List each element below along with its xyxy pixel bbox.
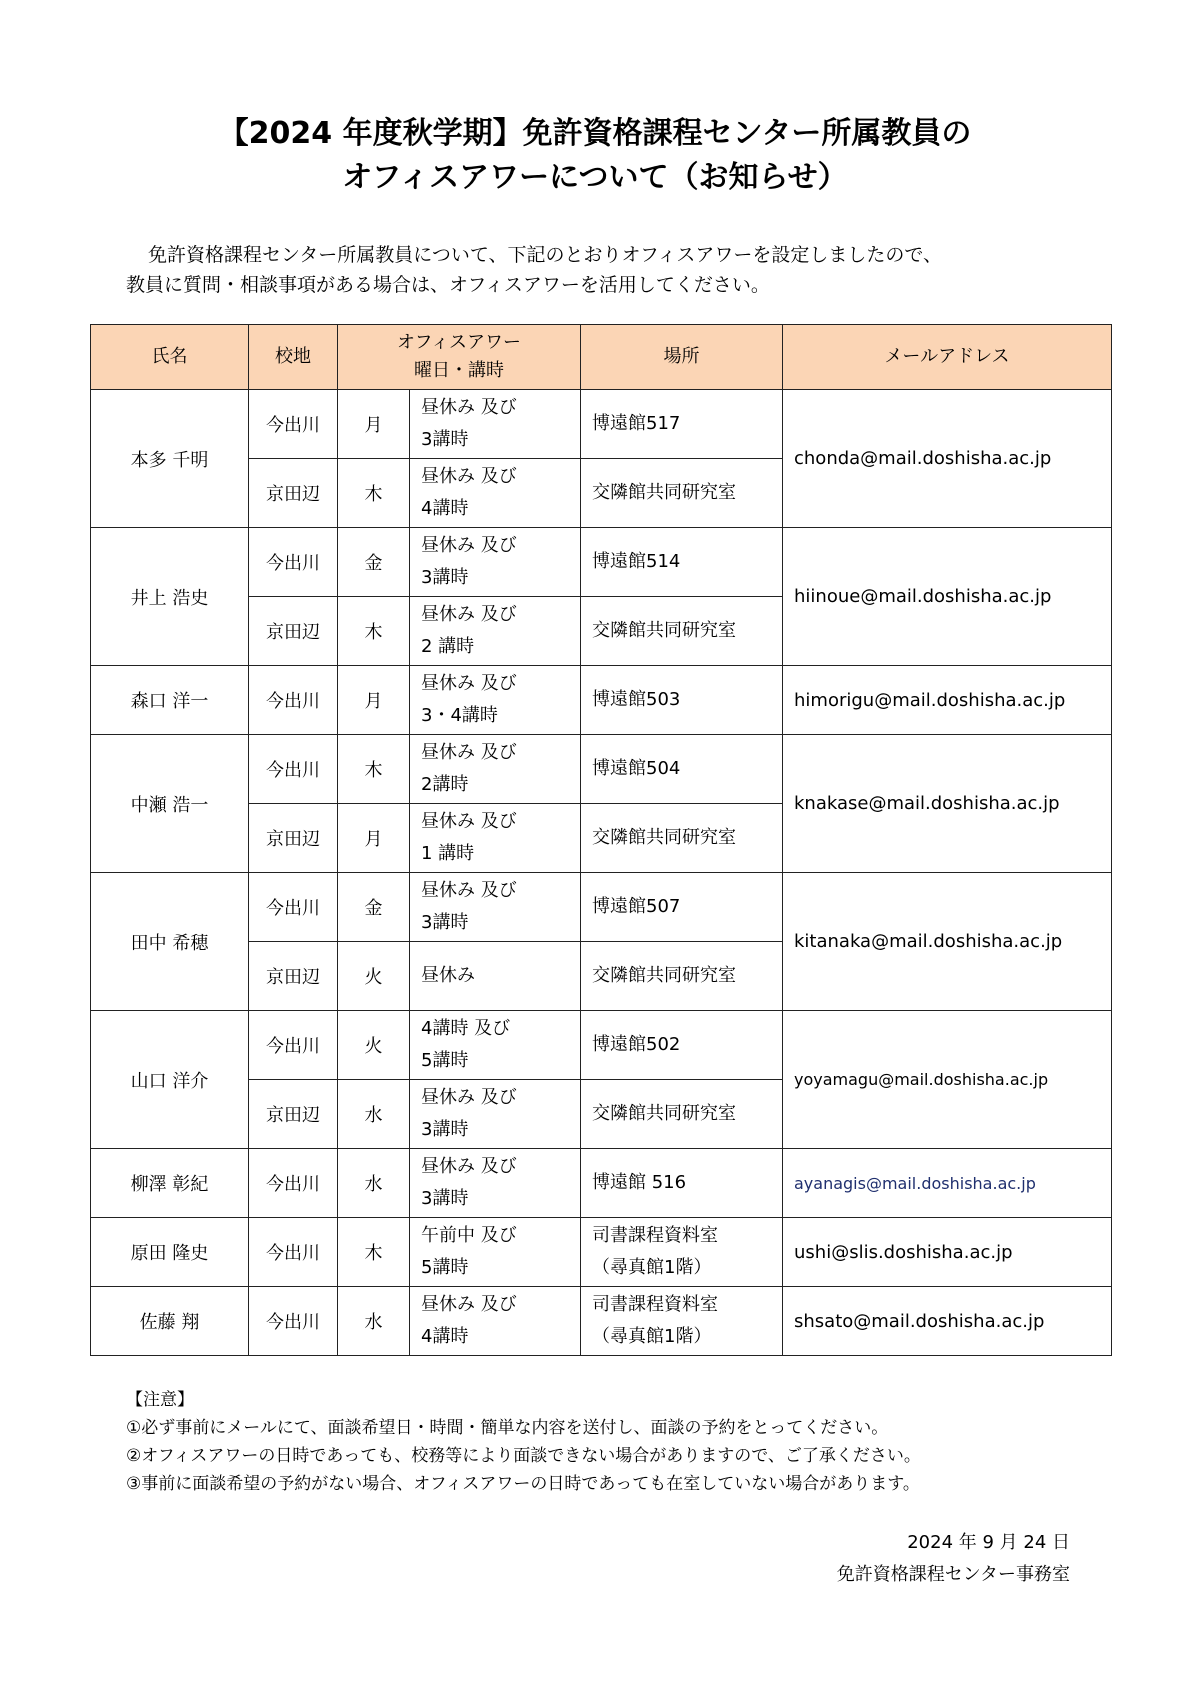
room-line-2: （尋真館1階） [592, 1326, 712, 1347]
table-row [91, 873, 1112, 942]
room-line-1: 博遠館504 [592, 758, 681, 779]
time-cell [410, 873, 581, 942]
faculty-name: 森口 洋一 [91, 666, 249, 735]
campus-cell: 今出川 [249, 1287, 338, 1356]
campus-cell: 今出川 [249, 390, 338, 459]
time-line-2: 5講時 [421, 1050, 469, 1071]
room-cell [581, 1011, 783, 1080]
time-cell [410, 735, 581, 804]
room-cell [581, 666, 783, 735]
header-office-hour [338, 325, 581, 390]
day-cell: 水 [338, 1080, 410, 1149]
title-line-1: 【2024 年度秋学期】免許資格課程センター所属教員の [218, 116, 972, 151]
intro-line-2: 教員に質問・相談事項がある場合は、オフィスアワーを活用してください。 [126, 274, 770, 296]
time-cell [410, 459, 581, 528]
email-cell[interactable]: ayanagis@mail.doshisha.ac.jp [783, 1149, 1112, 1218]
room-line-1: 司書課程資料室 [592, 1294, 718, 1315]
time-line-1: 昼休み 及び [421, 604, 517, 625]
room-cell [581, 1149, 783, 1218]
room-cell [581, 804, 783, 873]
time-line-1: 昼休み [421, 965, 475, 986]
time-line-1: 昼休み 及び [421, 673, 517, 694]
day-cell: 木 [338, 459, 410, 528]
time-cell [410, 1080, 581, 1149]
day-cell: 火 [338, 942, 410, 1011]
notes-heading: 【注意】 [126, 1390, 194, 1410]
email-cell[interactable]: knakase@mail.doshisha.ac.jp [783, 735, 1112, 873]
header-name: 氏名 [91, 325, 249, 390]
time-cell [410, 1011, 581, 1080]
day-cell: 月 [338, 390, 410, 459]
time-cell [410, 390, 581, 459]
day-cell: 金 [338, 873, 410, 942]
campus-cell: 今出川 [249, 735, 338, 804]
time-cell [410, 942, 581, 1011]
email-cell[interactable]: himorigu@mail.doshisha.ac.jp [783, 666, 1112, 735]
time-line-2: 3講時 [421, 1119, 469, 1140]
faculty-name: 井上 浩史 [91, 528, 249, 666]
note-item: ①必ず事前にメールにて、面談希望日・時間・簡単な内容を送付し、面談の予約をとってください。 [126, 1418, 889, 1438]
time-line-2: 4講時 [421, 1326, 469, 1347]
table-header-row [91, 325, 1112, 390]
room-line-1: 交隣館共同研究室 [592, 482, 736, 503]
room-line-1: 博遠館507 [592, 896, 681, 917]
notes-section [126, 1386, 921, 1498]
table-row [91, 1218, 1112, 1287]
campus-cell: 今出川 [249, 1149, 338, 1218]
page-title [0, 112, 1190, 200]
time-line-2: 5講時 [421, 1257, 469, 1278]
day-cell: 火 [338, 1011, 410, 1080]
faculty-name: 中瀬 浩一 [91, 735, 249, 873]
intro-line-1: 免許資格課程センター所属教員について、下記のとおりオフィスアワーを設定しましたので、 [148, 244, 943, 266]
time-line-1: 昼休み 及び [421, 880, 517, 901]
office-hours-table [90, 324, 1112, 1356]
table-row [91, 1287, 1112, 1356]
time-line-2: 3・4講時 [421, 705, 498, 726]
email-cell[interactable]: ushi@slis.doshisha.ac.jp [783, 1218, 1112, 1287]
room-line-1: 博遠館514 [592, 551, 681, 572]
day-cell: 月 [338, 804, 410, 873]
campus-cell: 今出川 [249, 1011, 338, 1080]
day-cell: 水 [338, 1287, 410, 1356]
email-cell[interactable]: hiinoue@mail.doshisha.ac.jp [783, 528, 1112, 666]
campus-cell: 京田辺 [249, 942, 338, 1011]
issue-date: 2024 年 9 月 24 日 [907, 1532, 1070, 1553]
day-cell: 水 [338, 1149, 410, 1218]
room-cell [581, 1080, 783, 1149]
campus-cell: 京田辺 [249, 597, 338, 666]
room-line-1: 博遠館517 [592, 413, 681, 434]
day-cell: 月 [338, 666, 410, 735]
time-line-2: 4講時 [421, 498, 469, 519]
time-line-2: 3講時 [421, 912, 469, 933]
room-cell [581, 735, 783, 804]
campus-cell: 京田辺 [249, 459, 338, 528]
time-line-1: 午前中 及び [421, 1225, 517, 1246]
room-line-1: 交隣館共同研究室 [592, 965, 736, 986]
faculty-name: 佐藤 翔 [91, 1287, 249, 1356]
header-office-hour-line-1: オフィスアワー [396, 332, 522, 353]
room-line-1: 交隣館共同研究室 [592, 1103, 736, 1124]
time-line-1: 昼休み 及び [421, 466, 517, 487]
time-line-2: 3講時 [421, 1188, 469, 1209]
time-line-1: 昼休み 及び [421, 1156, 517, 1177]
header-room: 場所 [581, 325, 783, 390]
time-cell [410, 528, 581, 597]
campus-cell: 今出川 [249, 873, 338, 942]
faculty-name: 山口 洋介 [91, 1011, 249, 1149]
time-cell [410, 666, 581, 735]
table-row [91, 735, 1112, 804]
time-line-1: 昼休み 及び [421, 742, 517, 763]
title-line-2: オフィスアワーについて（お知らせ） [342, 160, 848, 195]
time-line-1: 昼休み 及び [421, 811, 517, 832]
time-cell [410, 804, 581, 873]
email-cell[interactable]: kitanaka@mail.doshisha.ac.jp [783, 873, 1112, 1011]
table-row [91, 528, 1112, 597]
time-line-1: 昼休み 及び [421, 535, 517, 556]
email-cell[interactable]: chonda@mail.doshisha.ac.jp [783, 390, 1112, 528]
time-line-1: 昼休み 及び [421, 1294, 517, 1315]
day-cell: 金 [338, 528, 410, 597]
room-line-1: 博遠館503 [592, 689, 681, 710]
footer [837, 1527, 1070, 1591]
room-cell [581, 528, 783, 597]
day-cell: 木 [338, 1218, 410, 1287]
email-cell[interactable]: yoyamagu@mail.doshisha.ac.jp [783, 1011, 1112, 1149]
campus-cell: 今出川 [249, 666, 338, 735]
header-email: メールアドレス [783, 325, 1112, 390]
time-cell [410, 1149, 581, 1218]
campus-cell: 今出川 [249, 1218, 338, 1287]
faculty-name: 柳澤 彰紀 [91, 1149, 249, 1218]
time-line-1: 昼休み 及び [421, 397, 517, 418]
room-cell [581, 390, 783, 459]
campus-cell: 京田辺 [249, 1080, 338, 1149]
header-office-hour-line-2: 曜日・講時 [414, 360, 504, 381]
campus-cell: 今出川 [249, 528, 338, 597]
room-cell [581, 1287, 783, 1356]
header-campus: 校地 [249, 325, 338, 390]
room-cell [581, 1218, 783, 1287]
time-line-2: 3講時 [421, 429, 469, 450]
time-line-2: 2講時 [421, 774, 469, 795]
faculty-name: 本多 千明 [91, 390, 249, 528]
room-cell [581, 873, 783, 942]
time-line-2: 1 講時 [421, 843, 475, 864]
time-line-1: 昼休み 及び [421, 1087, 517, 1108]
room-line-1: 交隣館共同研究室 [592, 827, 736, 848]
room-cell [581, 459, 783, 528]
time-line-2: 2 講時 [421, 636, 475, 657]
time-line-2: 3講時 [421, 567, 469, 588]
table-row [91, 1011, 1112, 1080]
note-item: ③事前に面談希望の予約がない場合、オフィスアワーの日時であっても在室していない場合があります。 [126, 1474, 920, 1494]
time-cell [410, 597, 581, 666]
table-row [91, 1149, 1112, 1218]
room-cell [581, 942, 783, 1011]
campus-cell: 京田辺 [249, 804, 338, 873]
faculty-name: 田中 希穂 [91, 873, 249, 1011]
time-cell [410, 1218, 581, 1287]
day-cell: 木 [338, 597, 410, 666]
room-line-2: （尋真館1階） [592, 1257, 712, 1278]
day-cell: 木 [338, 735, 410, 804]
faculty-name: 原田 隆史 [91, 1218, 249, 1287]
room-line-1: 司書課程資料室 [592, 1225, 718, 1246]
time-line-1: 4講時 及び [421, 1018, 511, 1039]
email-cell[interactable]: shsato@mail.doshisha.ac.jp [783, 1287, 1112, 1356]
table-row [91, 390, 1112, 459]
room-line-1: 博遠館502 [592, 1034, 681, 1055]
table-row [91, 666, 1112, 735]
intro-paragraph [126, 240, 1086, 300]
note-item: ②オフィスアワーの日時であっても、校務等により面談できない場合がありますので、ご了承ください。 [126, 1446, 921, 1466]
room-line-1: 博遠館 516 [592, 1172, 687, 1193]
issuing-office: 免許資格課程センター事務室 [836, 1564, 1070, 1585]
room-line-1: 交隣館共同研究室 [592, 620, 736, 641]
time-cell [410, 1287, 581, 1356]
room-cell [581, 597, 783, 666]
